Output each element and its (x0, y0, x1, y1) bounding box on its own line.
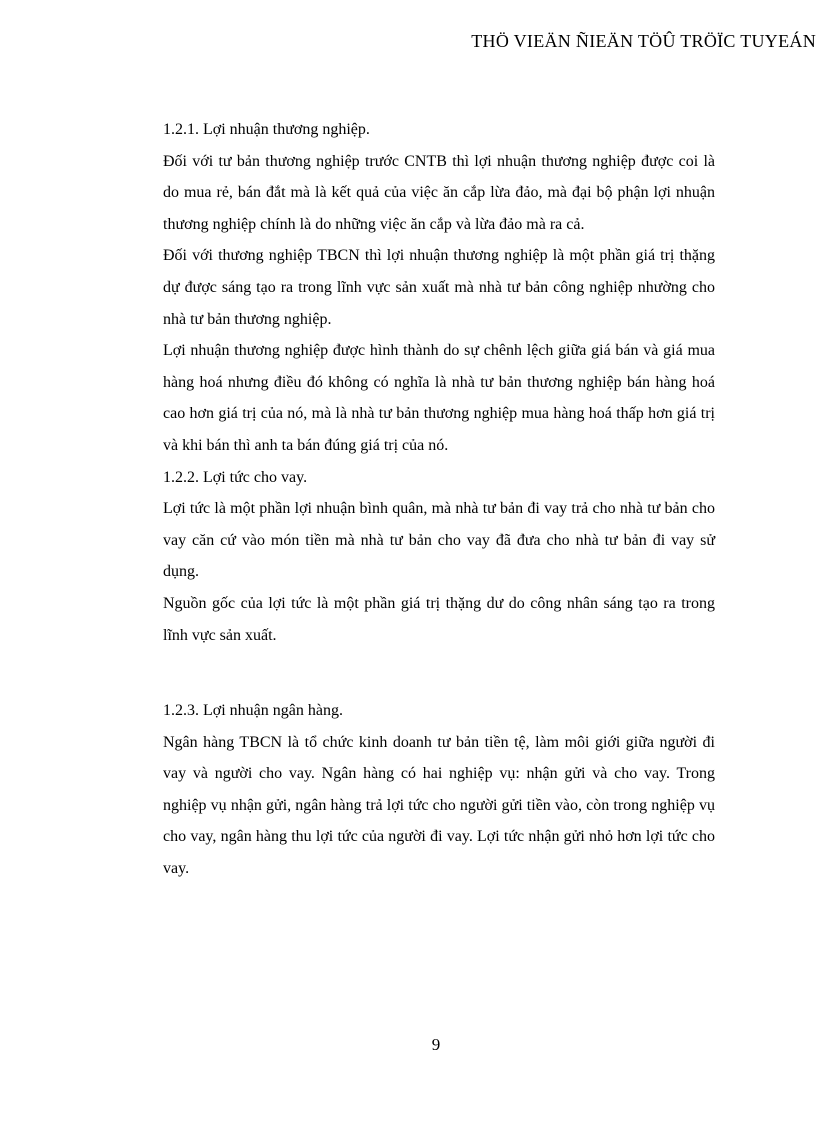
paragraph: Đối với thương nghiệp TBCN thì lợi nhuận thương nghiệp là một phần giá trị thặng dự được sáng tạo ra trong lĩnh vực sản xuất mà nhà tư bản công nghiệp nhường cho nhà tư bản thương nghiệp. (163, 247, 715, 328)
paragraph: Lợi nhuận thương nghiệp được hình thành do sự chênh lệch giữa giá bán và giá mua hàng hoá nhưng điều đó không có nghĩa là nhà tư bản thương nghiệp bán hàng hoá cao hơn giá trị của nó, mà là nhà tư bản thương nghiệp mua hàng hoá thấp hơn giá trị và khi bán thì anh ta bán đúng giá trị của nó. (163, 342, 715, 454)
page-header: THÖ VIEÄN ÑIEÄN TÖÛ TRÖÏC TUYEÁN (471, 31, 816, 51)
paragraph: Lợi tức là một phần lợi nhuận bình quân, mà nhà tư bản đi vay trả cho nhà tư bản cho vay căn cứ vào món tiền mà nhà tư bản cho vay đã đưa cho nhà tư bản đi vay sử dụng. (163, 500, 715, 581)
paragraph: Đối với tư bản thương nghiệp trước CNTB thì lợi nhuận thương nghiệp được coi là do mua rẻ, bán đắt mà là kết quả của việc ăn cắp lừa đảo, mà đại bộ phận lợi nhuận thương nghiệp chính là do những việc ăn cắp và lừa đảo mà ra cả. (163, 152, 715, 233)
section-heading-1-2-3: 1.2.3. Lợi nhuận ngân hàng. (163, 702, 343, 720)
paragraph: Ngân hàng TBCN là tổ chức kinh doanh tư bản tiền tệ, làm môi giới giữa người đi vay và người cho vay. Ngân hàng có hai nghiệp vụ: nhận gửi và cho vay. Trong nghiệp vụ nhận gửi, ngân hàng trả lợi tức cho người gửi tiền vào, còn trong nghiệp vụ cho vay, ngân hàng thu lợi tức của người đi vay. Lợi tức nhận gửi nhỏ hơn lợi tức cho vay. (163, 733, 715, 878)
section-heading-1-2-1: 1.2.1. Lợi nhuận thương nghiệp. (163, 121, 370, 138)
section-heading-1-2-2: 1.2.2. Lợi tức cho vay. (163, 468, 308, 486)
section-spacer (163, 651, 715, 695)
page-number: 9 (431, 1035, 441, 1054)
document-body (163, 114, 715, 885)
paragraph: Nguồn gốc của lợi tức là một phần giá trị thặng dư do công nhân sáng tạo ra trong lĩnh vực sản xuất. (163, 594, 715, 644)
